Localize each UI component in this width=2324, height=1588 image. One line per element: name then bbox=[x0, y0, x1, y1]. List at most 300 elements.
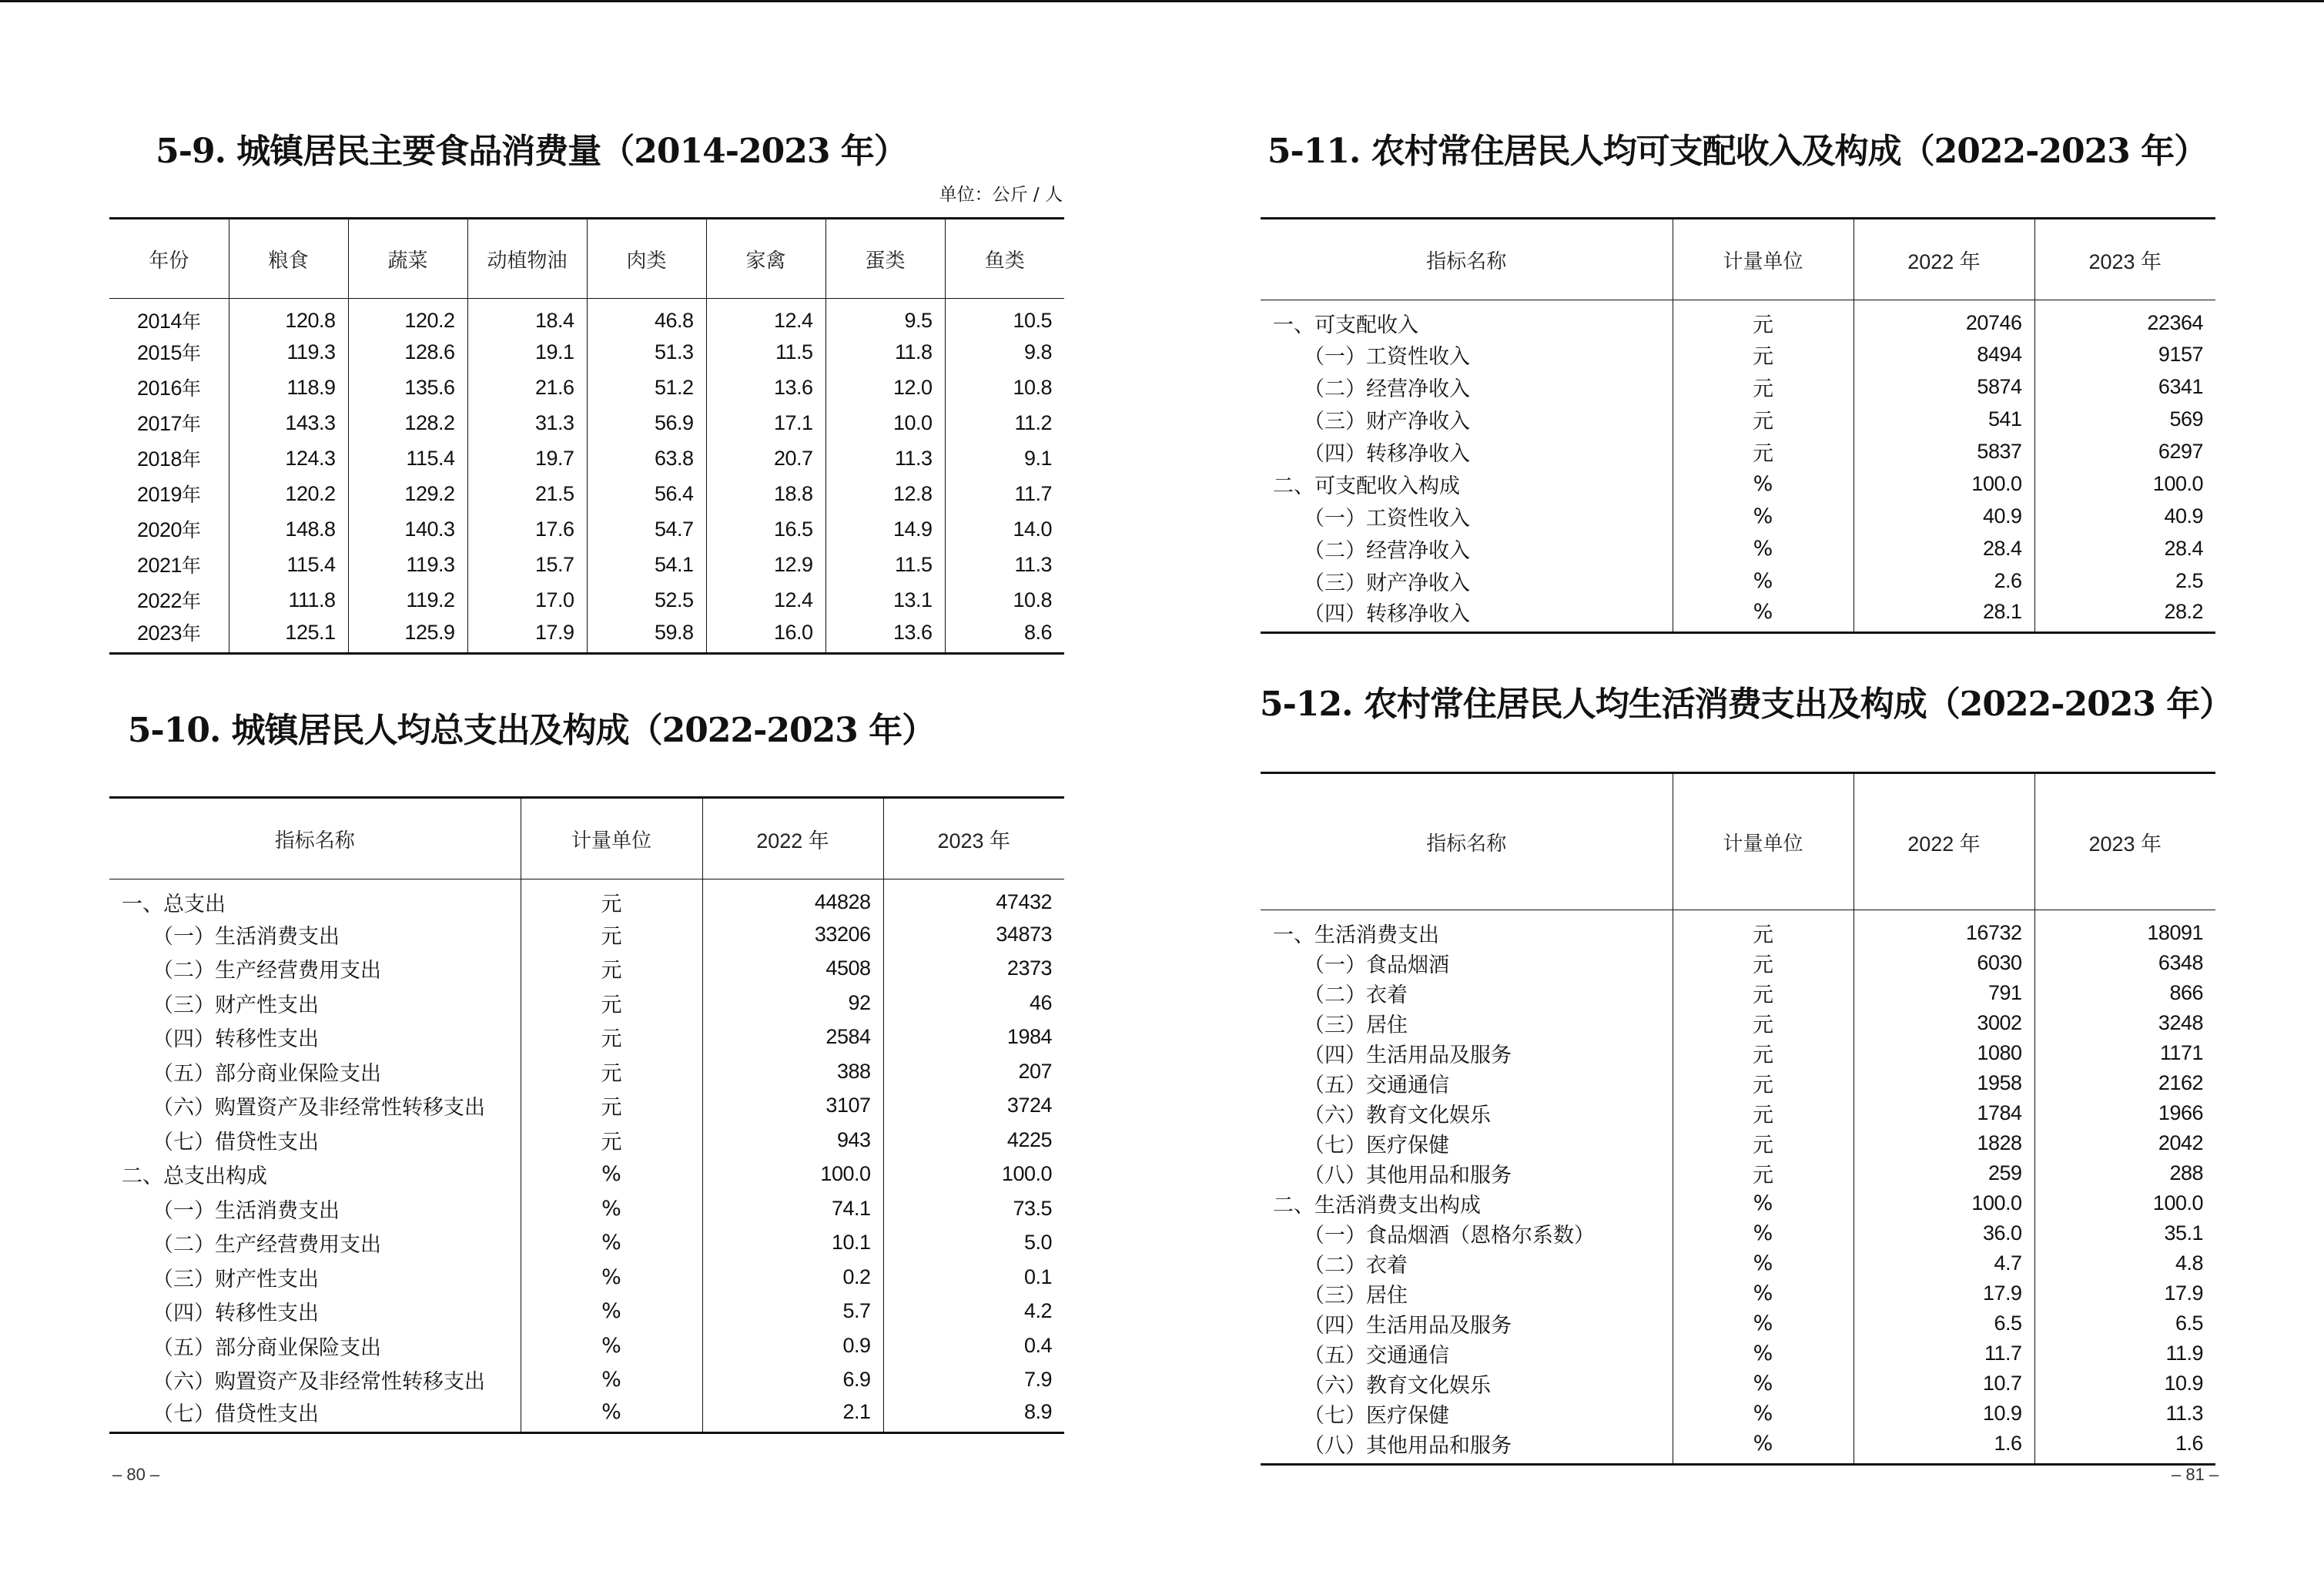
table-row bbox=[1261, 1338, 2215, 1369]
value-cell: 128.6 bbox=[348, 334, 467, 370]
table-row bbox=[1261, 1429, 2215, 1465]
indicator-name: （六）购置资产及非经常性转移支出 bbox=[152, 1370, 485, 1395]
value-cell: 135.6 bbox=[348, 370, 467, 405]
indicator-name: 一、总支出 bbox=[122, 893, 226, 916]
value-cell: 11.3 bbox=[825, 441, 945, 476]
table-row bbox=[109, 1226, 1064, 1261]
unit-cell: 元 bbox=[1673, 1068, 1854, 1098]
value-cell: 12.9 bbox=[706, 547, 825, 582]
unit-cell: % bbox=[1673, 1188, 1854, 1218]
value-cell: 10.0 bbox=[825, 405, 945, 441]
column-header: 动植物油 bbox=[467, 219, 587, 299]
value-cell: 11.3 bbox=[945, 547, 1064, 582]
year-suffix: 年 bbox=[182, 519, 201, 541]
value-cell: 52.5 bbox=[587, 582, 706, 618]
table-row bbox=[109, 334, 1064, 370]
unit-cell: % bbox=[1673, 500, 1854, 532]
value-2022: 16732 bbox=[1854, 910, 2034, 949]
value-cell: 9.8 bbox=[945, 334, 1064, 370]
year-value: 2017 bbox=[136, 412, 183, 435]
unit-cell: % bbox=[521, 1226, 702, 1261]
year-cell bbox=[109, 370, 229, 405]
column-header: 计量单位 bbox=[1673, 773, 1854, 910]
value-cell: 46.8 bbox=[587, 299, 706, 335]
table-5-11-header-row bbox=[1261, 219, 2215, 300]
unit-cell: 元 bbox=[521, 917, 702, 952]
value-2023: 9157 bbox=[2034, 338, 2215, 370]
indicator-name: 二、可支配收入构成 bbox=[1273, 474, 1460, 498]
value-2022: 6030 bbox=[1854, 948, 2034, 978]
value-cell: 120.2 bbox=[348, 299, 467, 335]
value-cell: 8.6 bbox=[945, 618, 1064, 653]
value-cell: 120.2 bbox=[229, 476, 348, 511]
year-suffix: 年 bbox=[182, 590, 201, 612]
value-2023: 288 bbox=[2034, 1158, 2215, 1188]
table-row bbox=[109, 1054, 1064, 1089]
table-row bbox=[1261, 300, 2215, 339]
indicator-name: （一）工资性收入 bbox=[1304, 344, 1470, 369]
value-2022: 1080 bbox=[1854, 1038, 2034, 1068]
indicator-name: （一）食品烟酒（恩格尔系数） bbox=[1304, 1224, 1595, 1248]
value-cell: 11.5 bbox=[825, 547, 945, 582]
unit-cell: % bbox=[1673, 1429, 1854, 1465]
indicator-name: （四）转移性支出 bbox=[152, 1302, 319, 1326]
table-5-12-title: 5-12. 农村常住居民人均生活消费支出及构成（2022-2023 年） bbox=[1260, 685, 2233, 724]
value-2023: 2042 bbox=[2034, 1128, 2215, 1158]
table-row bbox=[1261, 467, 2215, 500]
table-row bbox=[1261, 1068, 2215, 1098]
table-row bbox=[109, 618, 1064, 653]
unit-cell: % bbox=[1673, 597, 1854, 633]
column-header: 蔬菜 bbox=[348, 219, 467, 299]
value-cell: 21.6 bbox=[467, 370, 587, 405]
value-2023: 17.9 bbox=[2034, 1278, 2215, 1308]
unit-cell: % bbox=[521, 1260, 702, 1295]
value-2023: 1.6 bbox=[2034, 1429, 2215, 1465]
indicator-name: （三）居住 bbox=[1304, 1013, 1408, 1037]
value-2022: 17.9 bbox=[1854, 1278, 2034, 1308]
column-header: 鱼类 bbox=[945, 219, 1064, 299]
value-2023: 569 bbox=[2034, 403, 2215, 435]
value-cell: 16.0 bbox=[706, 618, 825, 653]
indicator-name: （三）居住 bbox=[1304, 1284, 1408, 1308]
value-2023: 10.9 bbox=[2034, 1369, 2215, 1399]
value-2023: 6.5 bbox=[2034, 1308, 2215, 1338]
unit-cell: 元 bbox=[521, 1020, 702, 1055]
value-2023: 6348 bbox=[2034, 948, 2215, 978]
indicator-name: （一）生活消费支出 bbox=[152, 924, 340, 949]
value-2023: 100.0 bbox=[2034, 1188, 2215, 1218]
unit-cell: % bbox=[1673, 565, 1854, 597]
year-value: 2016 bbox=[136, 377, 183, 400]
value-2023: 866 bbox=[2034, 978, 2215, 1008]
value-cell: 125.1 bbox=[229, 618, 348, 653]
year-cell bbox=[109, 299, 229, 335]
value-2023: 2.5 bbox=[2034, 565, 2215, 597]
indicator-name: （七）借贷性支出 bbox=[152, 1130, 319, 1154]
value-2022: 40.9 bbox=[1854, 500, 2034, 532]
value-2023: 8.9 bbox=[883, 1397, 1064, 1433]
value-2022: 44828 bbox=[702, 879, 883, 918]
unit-cell: 元 bbox=[1673, 403, 1854, 435]
value-cell: 119.2 bbox=[348, 582, 467, 618]
unit-cell: % bbox=[1673, 1369, 1854, 1399]
column-header: 2022 年 bbox=[702, 798, 883, 879]
value-2023: 5.0 bbox=[883, 1226, 1064, 1261]
table-5-9-title: 5-9. 城镇居民主要食品消费量（2014-2023 年） bbox=[156, 132, 907, 171]
value-2023: 4225 bbox=[883, 1123, 1064, 1157]
value-2022: 10.9 bbox=[1854, 1399, 2034, 1429]
column-header: 2022 年 bbox=[1854, 773, 2034, 910]
value-cell: 124.3 bbox=[229, 441, 348, 476]
unit-cell: 元 bbox=[1673, 1158, 1854, 1188]
table-5-10 bbox=[109, 796, 1064, 1434]
value-2022: 100.0 bbox=[1854, 1188, 2034, 1218]
year-value: 2014 bbox=[136, 310, 183, 333]
value-cell: 54.1 bbox=[587, 547, 706, 582]
value-cell: 59.8 bbox=[587, 618, 706, 653]
value-2023: 1984 bbox=[883, 1020, 1064, 1055]
value-2022: 100.0 bbox=[702, 1157, 883, 1192]
value-cell: 140.3 bbox=[348, 511, 467, 547]
indicator-name: （二）生产经营费用支出 bbox=[152, 1233, 381, 1258]
value-cell: 21.5 bbox=[467, 476, 587, 511]
value-cell: 143.3 bbox=[229, 405, 348, 441]
value-2022: 0.9 bbox=[702, 1328, 883, 1363]
year-value: 2020 bbox=[136, 518, 183, 541]
table-row bbox=[109, 917, 1064, 952]
value-2023: 11.9 bbox=[2034, 1338, 2215, 1369]
value-2022: 2.1 bbox=[702, 1397, 883, 1433]
table-row bbox=[1261, 1098, 2215, 1128]
value-cell: 12.4 bbox=[706, 582, 825, 618]
value-2022: 6.9 bbox=[702, 1363, 883, 1398]
table-5-9 bbox=[109, 217, 1064, 655]
table-5-9-unit: 单位：公斤 / 人 bbox=[939, 185, 1063, 205]
unit-cell: % bbox=[1673, 467, 1854, 500]
column-header: 蛋类 bbox=[825, 219, 945, 299]
value-cell: 51.3 bbox=[587, 334, 706, 370]
value-cell: 12.8 bbox=[825, 476, 945, 511]
unit-cell: % bbox=[1673, 1308, 1854, 1338]
table-5-12-header-row bbox=[1261, 773, 2215, 910]
table-row bbox=[109, 1363, 1064, 1398]
column-header: 计量单位 bbox=[521, 798, 702, 879]
table-row bbox=[109, 1260, 1064, 1295]
indicator-name: （二）经营净收入 bbox=[1304, 377, 1470, 401]
column-header: 2023 年 bbox=[2034, 219, 2215, 300]
unit-cell: 元 bbox=[1673, 300, 1854, 339]
unit-cell: 元 bbox=[521, 952, 702, 987]
value-cell: 12.4 bbox=[706, 299, 825, 335]
value-2022: 5.7 bbox=[702, 1295, 883, 1329]
value-cell: 63.8 bbox=[587, 441, 706, 476]
indicator-name: （一）生活消费支出 bbox=[152, 1198, 340, 1223]
table-row bbox=[109, 986, 1064, 1020]
column-header: 指标名称 bbox=[1261, 219, 1673, 300]
indicator-name: （六）教育文化娱乐 bbox=[1304, 1104, 1491, 1127]
value-2023: 18091 bbox=[2034, 910, 2215, 949]
page-number-right: – 81 – bbox=[2172, 1465, 2219, 1484]
value-cell: 20.7 bbox=[706, 441, 825, 476]
table-row bbox=[1261, 565, 2215, 597]
indicator-name: （三）财产净收入 bbox=[1304, 409, 1470, 434]
value-cell: 17.0 bbox=[467, 582, 587, 618]
year-value: 2021 bbox=[136, 554, 183, 577]
value-2022: 5874 bbox=[1854, 370, 2034, 403]
table-row bbox=[1261, 910, 2215, 949]
value-cell: 14.0 bbox=[945, 511, 1064, 547]
table-row bbox=[1261, 978, 2215, 1008]
indicator-name: （一）食品烟酒 bbox=[1304, 953, 1449, 977]
value-2023: 6341 bbox=[2034, 370, 2215, 403]
table-5-10-header-row bbox=[109, 798, 1064, 879]
value-cell: 10.5 bbox=[945, 299, 1064, 335]
indicator-name: （四）生活用品及服务 bbox=[1304, 1314, 1512, 1338]
indicator-name: （七）医疗保健 bbox=[1304, 1134, 1449, 1157]
table-row bbox=[109, 879, 1064, 918]
value-cell: 51.2 bbox=[587, 370, 706, 405]
value-2022: 1.6 bbox=[1854, 1429, 2034, 1465]
indicator-name: （四）转移性支出 bbox=[152, 1027, 319, 1052]
value-cell: 19.1 bbox=[467, 334, 587, 370]
value-cell: 11.7 bbox=[945, 476, 1064, 511]
value-2022: 28.4 bbox=[1854, 532, 2034, 565]
table-row bbox=[109, 1328, 1064, 1363]
value-cell: 13.6 bbox=[825, 618, 945, 653]
value-2022: 3107 bbox=[702, 1089, 883, 1124]
year-value: 2023 bbox=[136, 621, 183, 645]
unit-cell: % bbox=[1673, 1338, 1854, 1369]
value-cell: 119.3 bbox=[229, 334, 348, 370]
unit-cell: % bbox=[521, 1397, 702, 1433]
top-border-line bbox=[0, 0, 2324, 2]
value-2022: 791 bbox=[1854, 978, 2034, 1008]
value-2023: 0.4 bbox=[883, 1328, 1064, 1363]
year-cell bbox=[109, 441, 229, 476]
value-2023: 46 bbox=[883, 986, 1064, 1020]
column-header: 指标名称 bbox=[1261, 773, 1673, 910]
table-row bbox=[1261, 1158, 2215, 1188]
indicator-name: （四）转移净收入 bbox=[1304, 602, 1470, 626]
table-5-11-title: 5-11. 农村常住居民人均可支配收入及构成（2022-2023 年） bbox=[1267, 132, 2208, 171]
value-cell: 12.0 bbox=[825, 370, 945, 405]
value-cell: 10.8 bbox=[945, 370, 1064, 405]
value-2022: 4508 bbox=[702, 952, 883, 987]
value-cell: 120.8 bbox=[229, 299, 348, 335]
table-row bbox=[109, 1295, 1064, 1329]
unit-cell: % bbox=[1673, 1278, 1854, 1308]
page-number-left: – 80 – bbox=[112, 1465, 160, 1484]
year-suffix: 年 bbox=[182, 377, 201, 400]
value-2023: 47432 bbox=[883, 879, 1064, 918]
year-value: 2019 bbox=[136, 483, 183, 506]
value-cell: 11.5 bbox=[706, 334, 825, 370]
indicator-name: （八）其他用品和服务 bbox=[1304, 1434, 1512, 1458]
unit-cell: 元 bbox=[1673, 1038, 1854, 1068]
unit-cell: 元 bbox=[521, 986, 702, 1020]
unit-cell: % bbox=[1673, 1399, 1854, 1429]
indicator-name: （五）部分商业保险支出 bbox=[152, 1061, 381, 1086]
value-cell: 14.9 bbox=[825, 511, 945, 547]
value-cell: 9.5 bbox=[825, 299, 945, 335]
table-row bbox=[1261, 1399, 2215, 1429]
value-cell: 11.8 bbox=[825, 334, 945, 370]
value-2022: 5837 bbox=[1854, 435, 2034, 467]
value-cell: 17.6 bbox=[467, 511, 587, 547]
year-value: 2018 bbox=[136, 447, 183, 471]
value-cell: 17.1 bbox=[706, 405, 825, 441]
table-row bbox=[1261, 370, 2215, 403]
value-2023: 2373 bbox=[883, 952, 1064, 987]
value-2022: 92 bbox=[702, 986, 883, 1020]
indicator-name: 二、生活消费支出构成 bbox=[1273, 1194, 1481, 1218]
value-2023: 28.2 bbox=[2034, 597, 2215, 633]
value-2022: 1784 bbox=[1854, 1098, 2034, 1128]
value-2022: 259 bbox=[1854, 1158, 2034, 1188]
value-2022: 8494 bbox=[1854, 338, 2034, 370]
value-2023: 100.0 bbox=[883, 1157, 1064, 1192]
table-row bbox=[109, 299, 1064, 335]
column-header: 2023 年 bbox=[2034, 773, 2215, 910]
value-2022: 0.2 bbox=[702, 1260, 883, 1295]
value-cell: 10.8 bbox=[945, 582, 1064, 618]
value-cell: 54.7 bbox=[587, 511, 706, 547]
value-2023: 3248 bbox=[2034, 1008, 2215, 1038]
indicator-name: 一、生活消费支出 bbox=[1273, 923, 1439, 947]
value-2023: 73.5 bbox=[883, 1191, 1064, 1226]
table-5-9-header-row bbox=[109, 219, 1064, 299]
year-cell bbox=[109, 582, 229, 618]
year-suffix: 年 bbox=[182, 622, 201, 645]
indicator-name: （二）衣着 bbox=[1304, 1254, 1408, 1278]
value-cell: 13.6 bbox=[706, 370, 825, 405]
value-2023: 4.8 bbox=[2034, 1248, 2215, 1278]
value-cell: 16.5 bbox=[706, 511, 825, 547]
value-2023: 4.2 bbox=[883, 1295, 1064, 1329]
year-suffix: 年 bbox=[182, 310, 201, 333]
value-2022: 11.7 bbox=[1854, 1338, 2034, 1369]
unit-cell: 元 bbox=[521, 1123, 702, 1157]
value-2022: 1958 bbox=[1854, 1068, 2034, 1098]
unit-cell: 元 bbox=[1673, 370, 1854, 403]
column-header: 肉类 bbox=[587, 219, 706, 299]
table-row bbox=[1261, 1278, 2215, 1308]
table-5-12 bbox=[1261, 772, 2215, 1466]
table-row bbox=[109, 370, 1064, 405]
indicator-name: 一、可支配收入 bbox=[1273, 313, 1418, 337]
table-row bbox=[109, 476, 1064, 511]
value-2023: 11.3 bbox=[2034, 1399, 2215, 1429]
value-2023: 100.0 bbox=[2034, 467, 2215, 500]
value-2023: 6297 bbox=[2034, 435, 2215, 467]
table-row bbox=[109, 1123, 1064, 1157]
table-row bbox=[109, 952, 1064, 987]
unit-cell: % bbox=[521, 1157, 702, 1192]
value-2023: 35.1 bbox=[2034, 1218, 2215, 1248]
value-2022: 10.1 bbox=[702, 1226, 883, 1261]
value-2022: 4.7 bbox=[1854, 1248, 2034, 1278]
value-cell: 115.4 bbox=[229, 547, 348, 582]
unit-cell: % bbox=[1673, 1248, 1854, 1278]
unit-cell: 元 bbox=[521, 1089, 702, 1124]
value-cell: 19.7 bbox=[467, 441, 587, 476]
value-cell: 118.9 bbox=[229, 370, 348, 405]
table-row bbox=[1261, 597, 2215, 633]
year-suffix: 年 bbox=[182, 342, 201, 364]
indicator-name: （八）其他用品和服务 bbox=[1304, 1164, 1512, 1188]
value-2022: 28.1 bbox=[1854, 597, 2034, 633]
table-row bbox=[1261, 532, 2215, 565]
value-cell: 119.3 bbox=[348, 547, 467, 582]
year-value: 2015 bbox=[136, 341, 183, 364]
column-header: 粮食 bbox=[229, 219, 348, 299]
unit-cell: % bbox=[521, 1363, 702, 1398]
value-2022: 541 bbox=[1854, 403, 2034, 435]
year-cell bbox=[109, 511, 229, 547]
table-row bbox=[109, 441, 1064, 476]
indicator-name: （七）借贷性支出 bbox=[152, 1402, 319, 1426]
indicator-name: （五）交通通信 bbox=[1304, 1344, 1449, 1368]
value-cell: 148.8 bbox=[229, 511, 348, 547]
unit-cell: 元 bbox=[521, 1054, 702, 1089]
table-5-11 bbox=[1261, 217, 2215, 634]
value-2022: 100.0 bbox=[1854, 467, 2034, 500]
table-row bbox=[109, 511, 1064, 547]
value-2023: 0.1 bbox=[883, 1260, 1064, 1295]
column-header: 计量单位 bbox=[1673, 219, 1854, 300]
value-2023: 1966 bbox=[2034, 1098, 2215, 1128]
unit-cell: % bbox=[521, 1191, 702, 1226]
table-row bbox=[1261, 403, 2215, 435]
table-row bbox=[1261, 1008, 2215, 1038]
value-cell: 13.1 bbox=[825, 582, 945, 618]
table-row bbox=[1261, 435, 2215, 467]
value-2022: 74.1 bbox=[702, 1191, 883, 1226]
table-row bbox=[109, 1089, 1064, 1124]
year-suffix: 年 bbox=[182, 413, 201, 435]
column-header: 2023 年 bbox=[883, 798, 1064, 879]
value-2023: 22364 bbox=[2034, 300, 2215, 339]
value-2023: 2162 bbox=[2034, 1068, 2215, 1098]
indicator-name: （三）财产性支出 bbox=[152, 993, 319, 1017]
unit-cell: 元 bbox=[1673, 1128, 1854, 1158]
indicator-name: （一）工资性收入 bbox=[1304, 506, 1470, 531]
value-2022: 2.6 bbox=[1854, 565, 2034, 597]
indicator-name: （五）部分商业保险支出 bbox=[152, 1335, 381, 1360]
indicator-name: 二、总支出构成 bbox=[122, 1164, 267, 1189]
value-cell: 18.8 bbox=[706, 476, 825, 511]
indicator-name: （七）医疗保健 bbox=[1304, 1404, 1449, 1428]
table-row bbox=[109, 1191, 1064, 1226]
value-cell: 115.4 bbox=[348, 441, 467, 476]
indicator-name: （五）交通通信 bbox=[1304, 1074, 1449, 1097]
table-row bbox=[109, 405, 1064, 441]
column-header: 年份 bbox=[109, 219, 229, 299]
table-row bbox=[1261, 1038, 2215, 1068]
indicator-name: （四）转移净收入 bbox=[1304, 441, 1470, 466]
table-row bbox=[1261, 338, 2215, 370]
year-cell bbox=[109, 618, 229, 653]
value-cell: 111.8 bbox=[229, 582, 348, 618]
indicator-name: （四）生活用品及服务 bbox=[1304, 1044, 1512, 1067]
unit-cell: % bbox=[1673, 532, 1854, 565]
value-2022: 3002 bbox=[1854, 1008, 2034, 1038]
unit-cell: 元 bbox=[1673, 338, 1854, 370]
column-header: 家禽 bbox=[706, 219, 825, 299]
table-row bbox=[1261, 1218, 2215, 1248]
year-cell bbox=[109, 405, 229, 441]
